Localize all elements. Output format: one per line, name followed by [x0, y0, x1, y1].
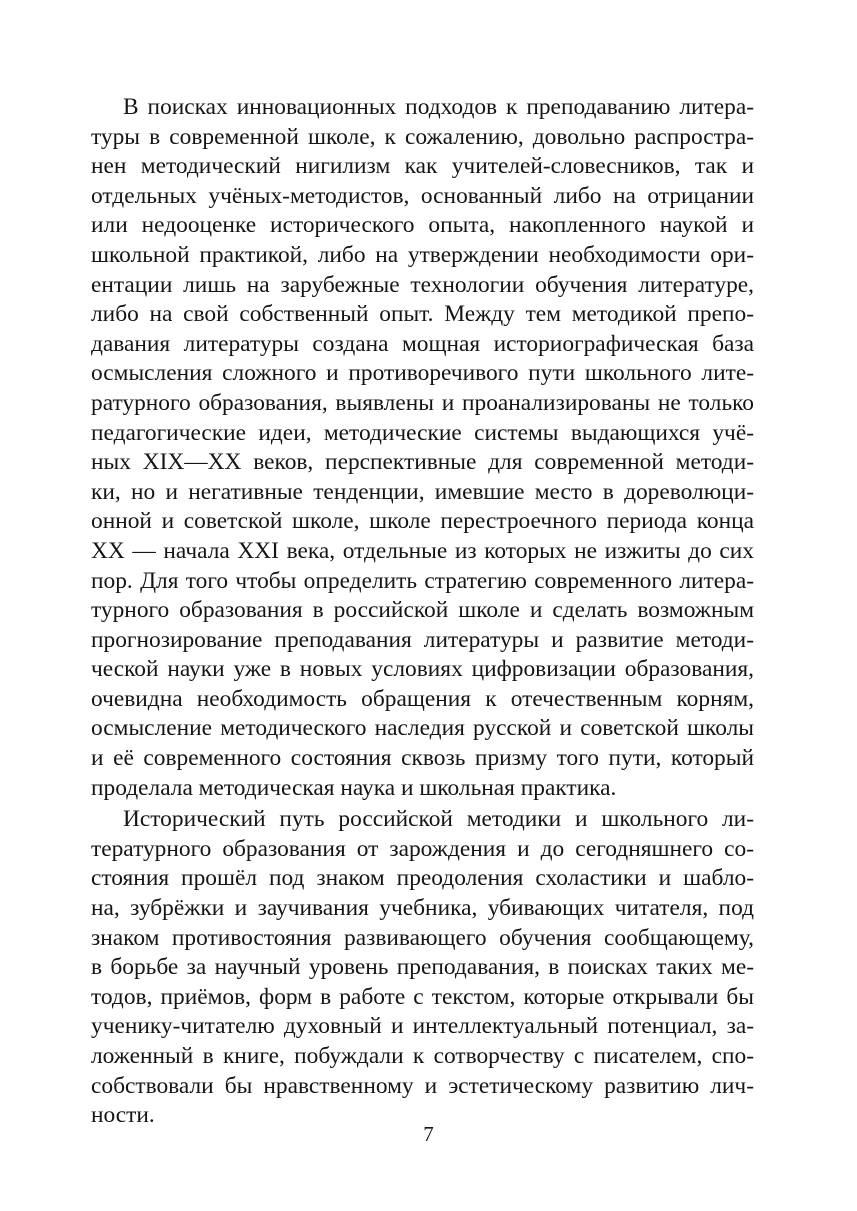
text-line: ложенный в книге, побуждали к сотворчеству с писателем, спо- [91, 1043, 754, 1069]
text-line: онной и советской школе, школе перестроечного периода конца [91, 508, 754, 535]
text-line: давания литературы создана мощная историографическая база [91, 330, 754, 357]
text-line: ных XIX—XX веков, перспективные для современной методи- [91, 449, 754, 476]
text-line: ученику-читателю духовный и интеллектуальный потенциал, за- [91, 1013, 754, 1040]
text-line: осмысление методического наследия русской и советской школы [91, 715, 754, 742]
body-text [91, 93, 754, 1131]
text-line: очевидна необходимость обращения к отечественным корням, [91, 685, 754, 712]
text-line: ности. [91, 1102, 155, 1129]
text-line: ки, но и негативные тенденции, имевшие место в дореволюци- [91, 478, 754, 505]
text-line: тодов, приёмов, форм в работе с текстом, которые открывали бы [91, 983, 754, 1010]
text-line: ратурного образования, выявлены и проанализированы не только [91, 389, 754, 416]
text-line: ентации лишь на зарубежные технологии обучения литературе, [91, 271, 754, 298]
text-line: педагогические идеи, методические системы выдающихся учё- [91, 419, 754, 446]
text-line: турного образования в российской школе и сделать возможным [91, 597, 754, 624]
text-line: знаком противостояния развивающего обучения сообщающему, [91, 924, 754, 951]
text-line: на, зубрёжки и заучивания учебника, убивающих читателя, под [91, 895, 754, 922]
text-line: ческой науки уже в новых условиях цифровизации образования, [91, 656, 754, 683]
text-line: туры в современной школе, к сожалению, довольно распростра- [91, 123, 754, 150]
text-line: школьной практикой, либо на утверждении необходимости ори- [91, 241, 754, 268]
text-line: прогнозирование преподавания литературы и развитие методи- [91, 626, 754, 653]
text-line: или недооценке исторического опыта, накопленного наукой и [91, 212, 754, 239]
text-line: XX — начала XXI века, отдельные из которых не изжиты до сих [91, 537, 754, 564]
text-line: собствовали бы нравственному и эстетическому развитию лич- [91, 1072, 754, 1099]
text-line: стояния прошёл под знаком преодоления схоластики и шабло- [91, 865, 754, 892]
text-line: пор. Для того чтобы определить стратегию современного литера- [91, 567, 754, 594]
text-line: тературного образования от зарождения и до сегодняшнего со- [91, 835, 754, 862]
text-line: отдельных учёных-методистов, основанный либо на отрицании [91, 182, 754, 209]
text-line: В поисках инновационных подходов к преподаванию литера- [123, 94, 754, 120]
text-line: Исторический путь российской методики и школьного ли- [123, 806, 754, 833]
paragraph-2 [91, 805, 754, 1131]
text-line: в борьбе за научный уровень преподавания, в поисках таких ме- [91, 954, 754, 981]
text-line: либо на свой собственный опыт. Между тем методикой препо- [91, 301, 754, 328]
text-line: осмысления сложного и противоречивого пути школьного лите- [91, 360, 754, 387]
page-number: 7 [423, 1122, 434, 1146]
text-line: и её современного состояния сквозь призму того пути, который [91, 745, 754, 772]
text-line: проделала методическая наука и школьная практика. [91, 774, 617, 801]
text-line: нен методический нигилизм как учителей-словесников, так и [91, 153, 754, 180]
paragraph-1 [91, 93, 754, 803]
